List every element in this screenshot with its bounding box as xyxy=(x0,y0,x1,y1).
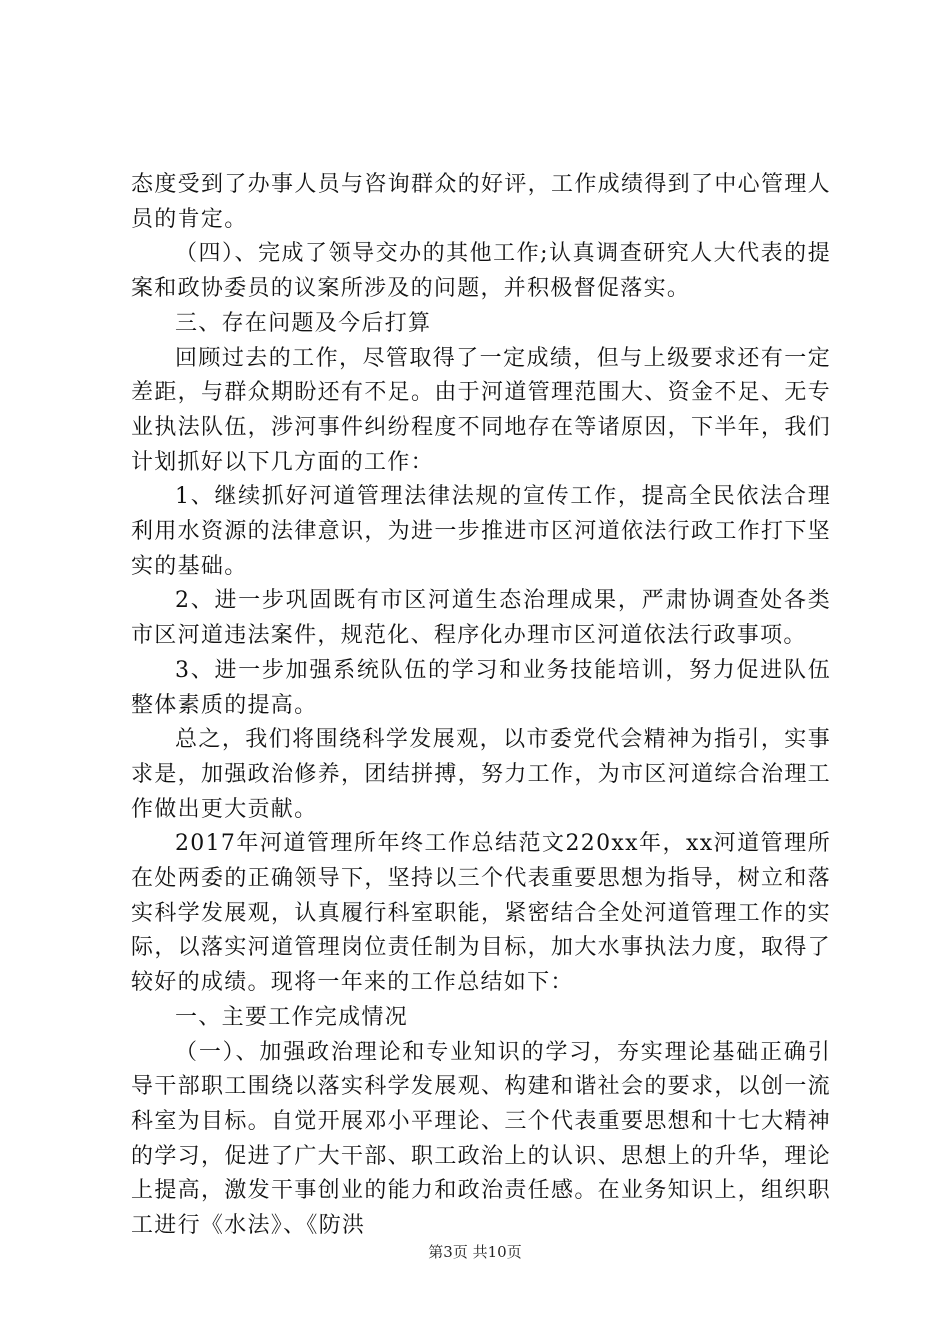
document-body xyxy=(131,168,831,1244)
paragraph: （四）、完成了领导交办的其他工作;认真调查研究人大代表的提案和政协委员的议案所涉及的问题，并积极督促落实。 xyxy=(131,241,831,302)
paragraph: 总之，我们将围绕科学发展观，以市委党代会精神为指引，实事求是，加强政治修养，团结拼搏，努力工作，为市区河道综合治理工作做出更大贡献。 xyxy=(131,727,831,822)
paragraph: 2017年河道管理所年终工作总结范文220xx年，xx河道管理所在处两委的正确领导下，坚持以三个代表重要思想为指导，树立和落实科学发展观，认真履行科室职能，紧密结合全处河道管理工作的实际，以落实河道管理岗位责任制为目标，加大水事执法力度，取得了较好的成绩。现将一年来的工作总结如下： xyxy=(131,831,831,996)
section-heading: 一、主要工作完成情况 xyxy=(175,1004,409,1030)
list-item: 1、继续抓好河道管理法律法规的宣传工作，提高全民依法合理利用水资源的法律意识，为进一步推进市区河道依法行政工作打下坚实的基础。 xyxy=(131,484,831,579)
section-heading: 三、存在问题及今后打算 xyxy=(175,310,432,336)
paragraph: 态度受到了办事人员与咨询群众的好评，工作成绩得到了中心管理人员的肯定。 xyxy=(131,172,831,232)
page-number-footer: 第3页 共10页 xyxy=(428,1243,522,1261)
list-item: 3、进一步加强系统队伍的学习和业务技能培训，努力促进队伍整体素质的提高。 xyxy=(131,657,831,718)
paragraph: （一）、加强政治理论和专业知识的学习，夯实理论基础正确引导干部职工围绕以落实科学发展观、构建和谐社会的要求，以创一流科室为目标。自觉开展邓小平理论、三个代表重要思想和十七大精神的学习，促进了广大干部、职工政治上的认识、思想上的升华，理论上提高，激发干事创业的能力和政治责任感。在业务知识上，组织职工进行《水法》、《防洪 xyxy=(131,1039,831,1239)
paragraph: 回顾过去的工作，尽管取得了一定成绩，但与上级要求还有一定差距，与群众期盼还有不足。由于河道管理范围大、资金不足、无专业执法队伍，涉河事件纠纷程度不同地存在等诸原因，下半年，我们计划抓好以下几方面的工作： xyxy=(131,345,831,475)
list-item: 2、进一步巩固既有市区河道生态治理成果，严肃协调查处各类市区河道违法案件，规范化、程序化办理市区河道依法行政事项。 xyxy=(131,588,831,649)
